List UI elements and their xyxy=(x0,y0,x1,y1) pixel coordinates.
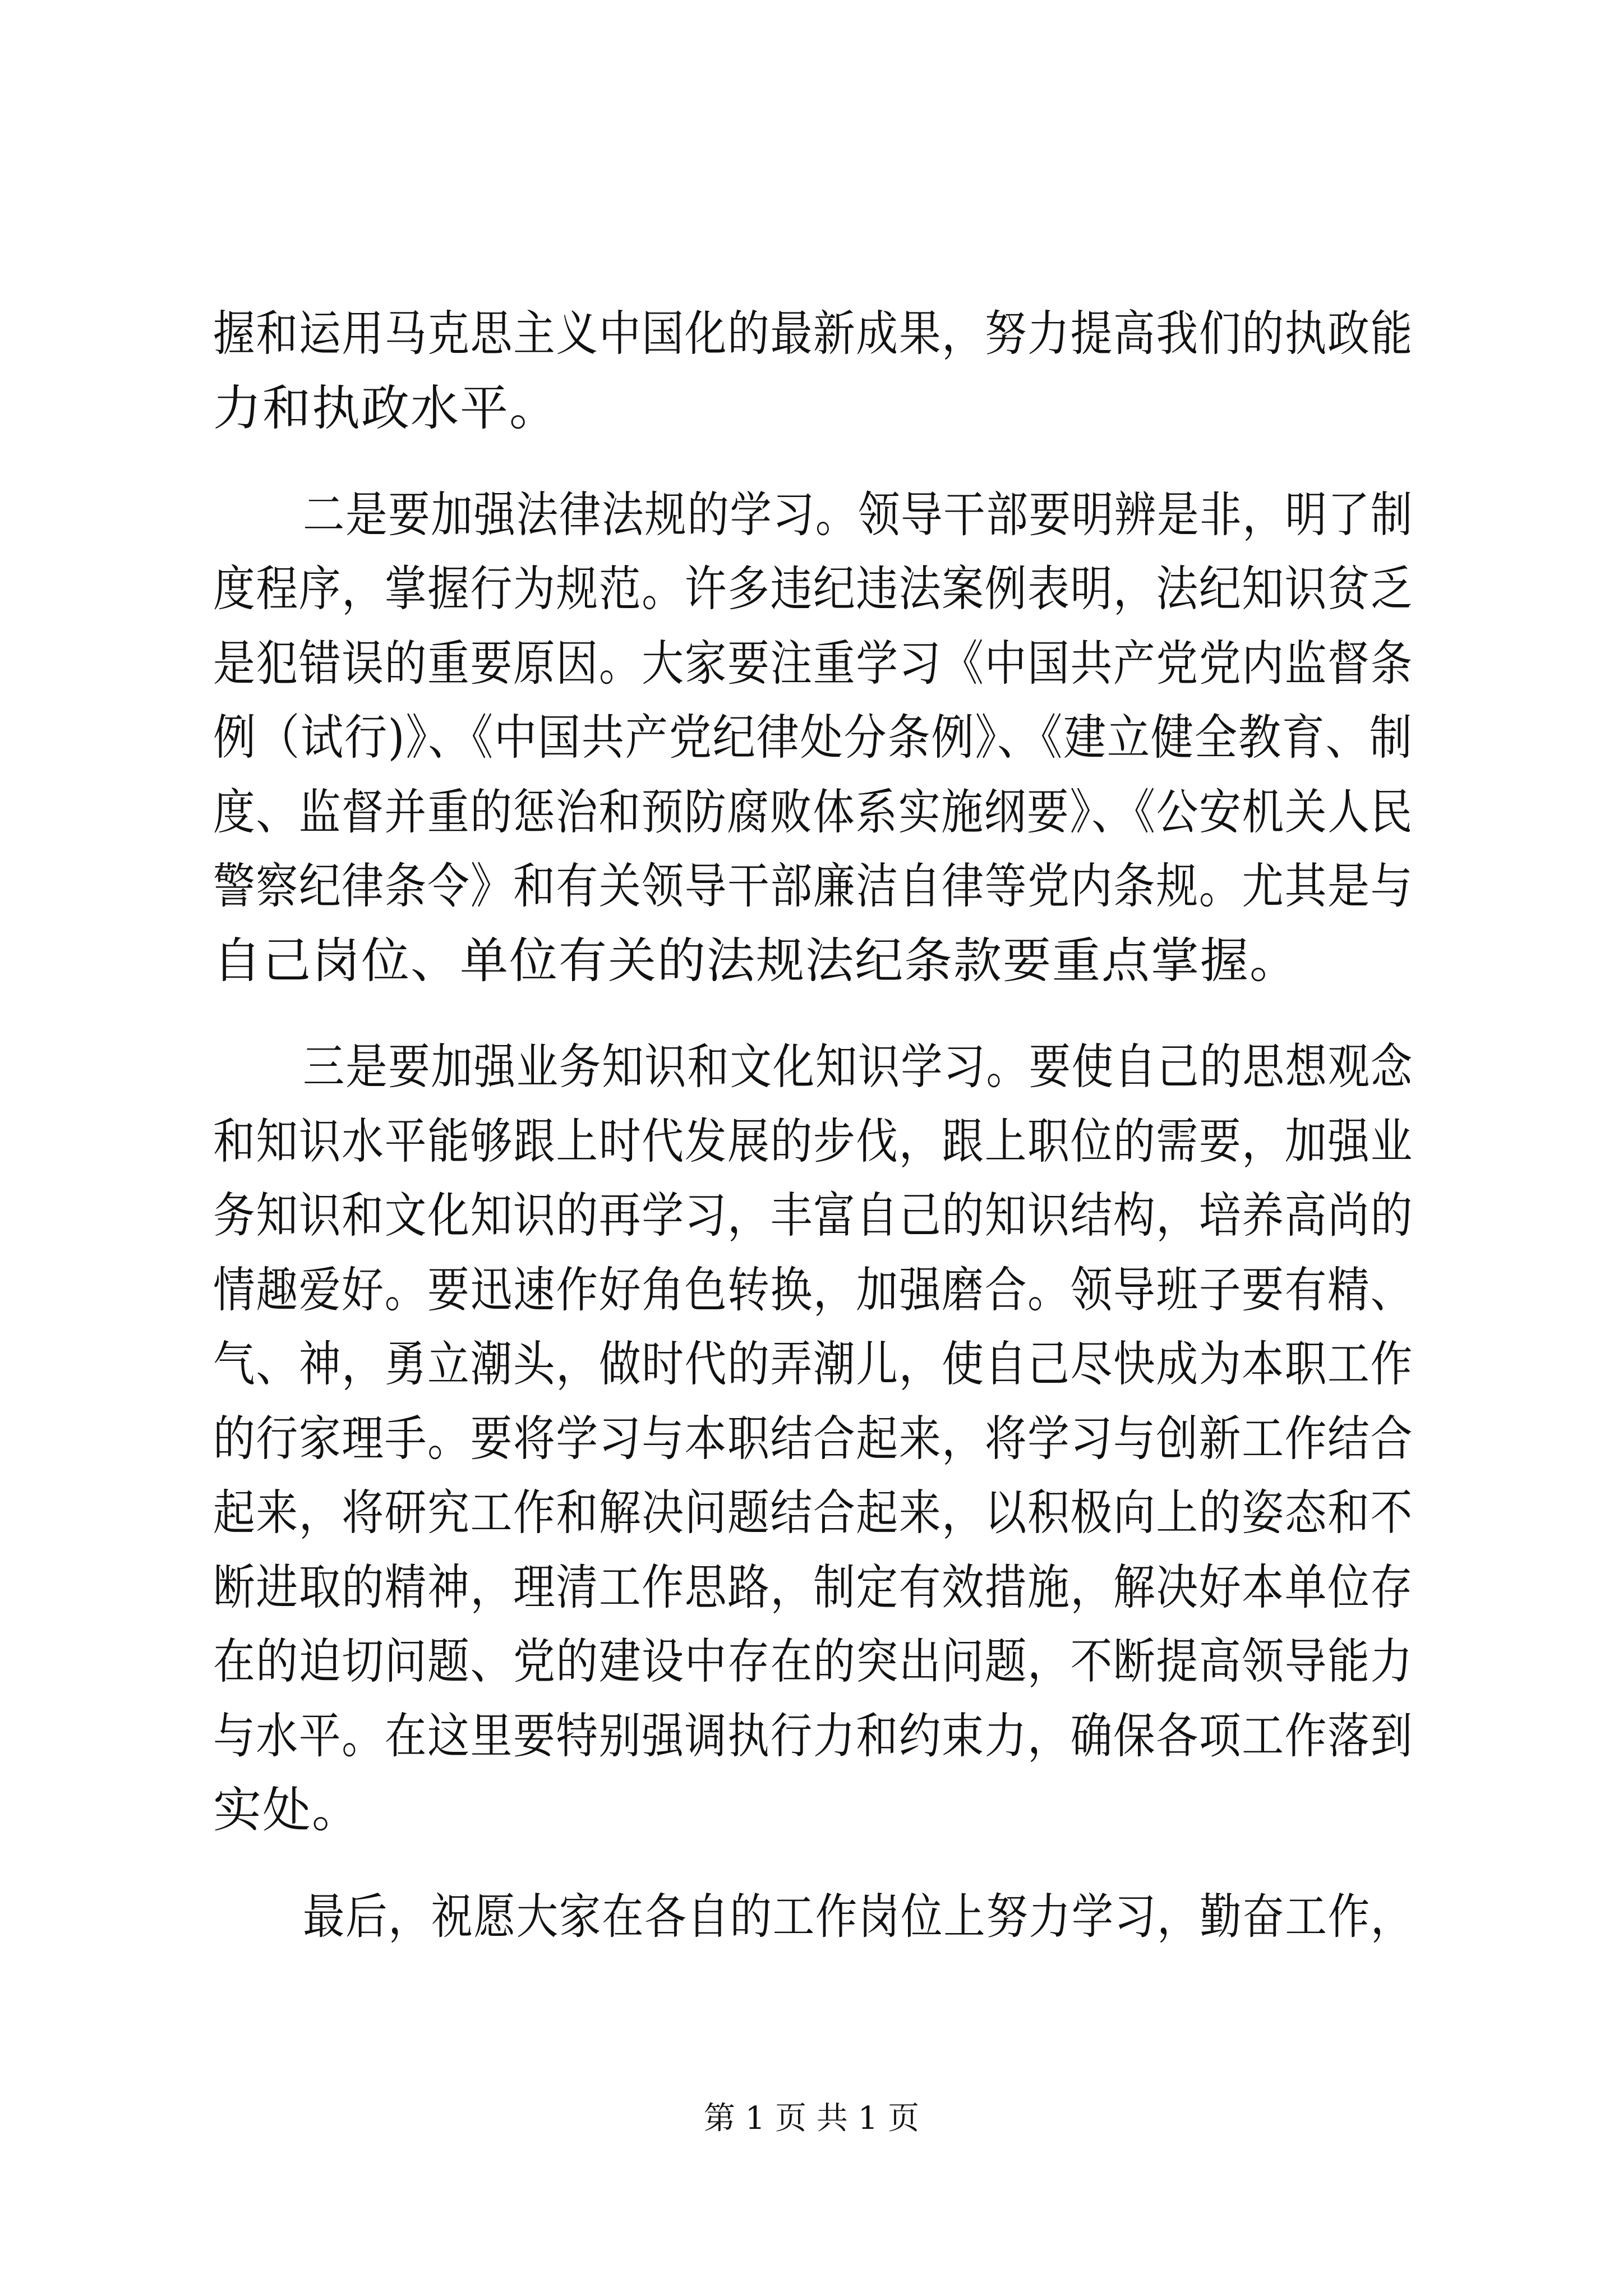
text-line: 是犯错误的重要原因。大家要注重学习《中国共产党党内监督条 xyxy=(213,636,1413,692)
page-number-footer: 第 1 页 共 1 页 xyxy=(703,2100,920,2137)
text-line: 起来，将研究工作和解决问题结合起来，以积极向上的姿态和不 xyxy=(213,1485,1413,1541)
text-line: 自己岗位、单位有关的法规法纪条款要重点掌握。 xyxy=(213,933,1299,989)
text-line: 二是要加强法律法规的学习。领导干部要明辨是非，明了制 xyxy=(303,487,1413,543)
text-line: 度、监督并重的惩治和预防腐败体系实施纲要》、《公安机关人民 xyxy=(213,784,1413,840)
text-line: 握和运用马克思主义中国化的最新成果，努力提高我们的执政能 xyxy=(213,306,1413,362)
text-line: 气、神，勇立潮头，做时代的弄潮儿，使自己尽快成为本职工作 xyxy=(213,1336,1413,1392)
text-line: 务知识和文化知识的再学习，丰富自己的知识结构，培养高尚的 xyxy=(213,1188,1413,1244)
text-line: 实处。 xyxy=(213,1782,361,1838)
text-line: 断进取的精神，理清工作思路，制定有效措施，解决好本单位存 xyxy=(213,1559,1413,1616)
text-line: 在的迫切问题、党的建设中存在的突出问题，不断提高领导能力 xyxy=(213,1634,1413,1690)
text-line: 例（试行)》、《中国共产党纪律处分条例》、《建立健全教育、制 xyxy=(213,710,1413,766)
text-line: 与水平。在这里要特别强调执行力和约束力，确保各项工作落到 xyxy=(213,1708,1413,1764)
text-line: 情趣爱好。要迅速作好角色转换，加强磨合。领导班子要有精、 xyxy=(213,1262,1413,1318)
text-line: 三是要加强业务知识和文化知识学习。要使自己的思想观念 xyxy=(303,1039,1413,1095)
text-line: 的行家理手。要将学习与本职结合起来，将学习与创新工作结合 xyxy=(213,1411,1413,1467)
text-line: 警察纪律条令》和有关领导干部廉洁自律等党内条规。尤其是与 xyxy=(213,858,1413,914)
text-line: 度程序，掌握行为规范。许多违纪违法案例表明，法纪知识贫乏 xyxy=(213,561,1413,617)
text-line: 最后，祝愿大家在各自的工作岗位上努力学习，勤奋工作， xyxy=(303,1889,1413,1945)
text-line: 和知识水平能够跟上时代发展的步伐，跟上职位的需要，加强业 xyxy=(213,1114,1413,1170)
text-line: 力和执政水平。 xyxy=(213,380,559,436)
